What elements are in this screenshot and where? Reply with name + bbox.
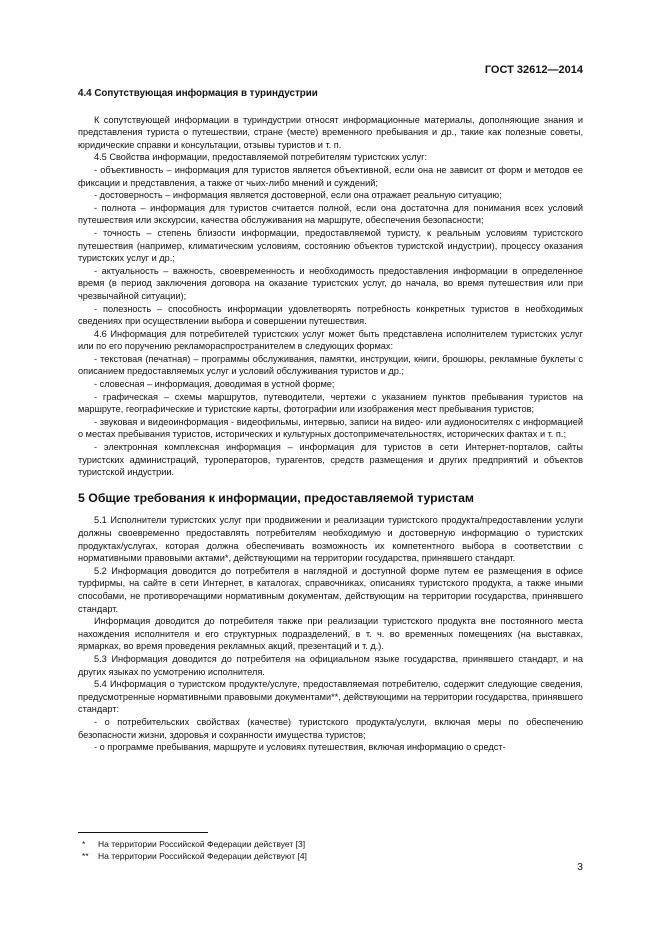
list-item: - объективность – информация для туристов является объективной, если она не зависит от форм и методов ее фиксации и представления, а также от чьих-либо мнений и суждений; [78,164,583,188]
list-item: - о программе пребывания, маршруте и условиях путешествия, включая информацию о средст- [94,742,506,753]
list-item: - актуальность – важность, своевременность и необходимость предоставления информации в определенное время (в период заключения договора на оказание туристских услуг, до начала, во время путешествия или при чрезвычайной ситуации); [78,265,583,301]
paragraph: 4.6 Информация для потребителей туристских услуг может быть представлена исполнителем туристских услуг или по его поручению рекламораспространителем в следующих формах: [78,328,583,352]
list-item: - полезность – способность информации удовлетворять потребность конкретных туристов в необходимых сведениях при осуществлении выбора и совершении путешествия. [78,303,583,327]
paragraph: 4.5 Свойства информации, предоставляемой потребителям туристских услуг: [94,152,428,163]
list-item: - о потребительских свойствах (качестве) туристского продукта/услуги, включая меры по обеспечению безопасности жизни, здоровья и сохранности имущества туристов; [78,716,583,740]
footnote-mark: * [82,839,86,849]
list-item: - точность – степень близости информации, предоставляемой туристу, к реальным условиям туристского путешествия (например, климатическим условиям, состоянию объектов туристской индустрии), процессу оказания туристских услуг и др.; [78,227,583,264]
list-item: - словесная – информация, доводимая в устной форме; [94,379,335,390]
footnote-text: На территории Российской Федерации действует [3] [98,839,306,849]
section-4-4-title: 4.4 Сопутствующая информация в туриндустрии [78,88,318,99]
section-5-title: 5 Общие требования к информации, предоставляемой туристам [78,490,475,505]
footnotes [78,839,583,862]
footnote [78,839,583,851]
footnote-divider [78,832,208,833]
footnote-mark: ** [82,850,89,861]
document-id-header: ГОСТ 32612—2014 [484,64,583,76]
list-item: - графическая – схемы маршрутов, путеводители, чертежи с указанием пунктов пребывания туристов на маршруте, географические и туристские карты, фотографии или изображения мест пребывания туристов; [78,391,583,415]
paragraph: К сопутствующей информации в туриндустрии относят информационные материалы, дополняющие знания и представления туриста о путешествии, стране (месте) временного пребывания и др., такие как полезные советы, юридические справки и консультации, отзывы туристов и т. п. [78,114,583,150]
list-item: - достоверность – информация является достоверной, если она отражает реальную ситуацию; [94,190,502,201]
page-body [78,88,583,754]
paragraph: 5.4 Информация о туристском продукте/услуге, предоставляемая потребителю, содержит следующие сведения, предусмотренные нормативными правовыми документами**, действующими на территории государства, принявшего стандарт: [78,679,583,715]
paragraph: 5.1 Исполнители туристских услуг при продвижении и реализации туристского продукта/предоставлении услуги должны своевременно предоставлять потребителям необходимую и достоверную информацию о туристских продуктах/услугах, которая должна обеспечивать возможность их компетентного выбора в соответствии с нормативными правовыми актами*, действующими на территории государства, принявшего стандарт. [78,515,583,564]
footnote-text: На территории Российской Федерации действуют [4] [98,850,307,861]
paragraph: 5.2 Информация доводится до потребителя в наглядной и доступной форме путем ее размещения в офисе турфирмы, на сайте в сети Интернет, в каталогах, справочниках, описаниях туристского продукта, а также иными способами, не противоречащими нормативным документам, действующим на территории государства, принявшего стандарт. [78,565,583,614]
list-item: - звуковая и видеоинформация - видеофильмы, интервью, записи на видео- или аудионосителях с информацией о местах пребывания туристов, исторических и культурных достопримечательностях, исторических фактах и т. п.; [78,416,583,440]
page-number: 3 [577,861,583,873]
list-item: - текстовая (печатная) – программы обслуживания, памятки, инструкции, книги, брошюры, рекламные буклеты с описанием предоставляемых услуг и условий обслуживания туристов и др.; [78,353,583,377]
list-item: - электронная комплексная информация – информация для туристов в сети Интернет-порталов, сайты туристских администраций, туроператоров, турагентов, средств размещения и других предприятий и объектов туристской индустрии. [78,442,583,478]
paragraph: 5.3 Информация доводится до потребителя на официальном языке государства, принявшего стандарт, и на других языках по усмотрению исполнителя. [78,653,583,677]
paragraph: Информация доводится до потребителя также при реализации туристского продукта вне постоянного места нахождения исполнителя и его структурных подразделений, в т. ч. во временных помещениях (на выставках, ярмарках, во время проведения рекламных акций, презентаций и т. д.). [78,616,583,652]
list-item: - полнота – информация для туристов считается полной, если она достаточна для понимания всех условий путешествия или экскурсии, качества обслуживания на маршруте, обеспечения безопасности; [78,202,583,226]
footnote [78,851,583,863]
